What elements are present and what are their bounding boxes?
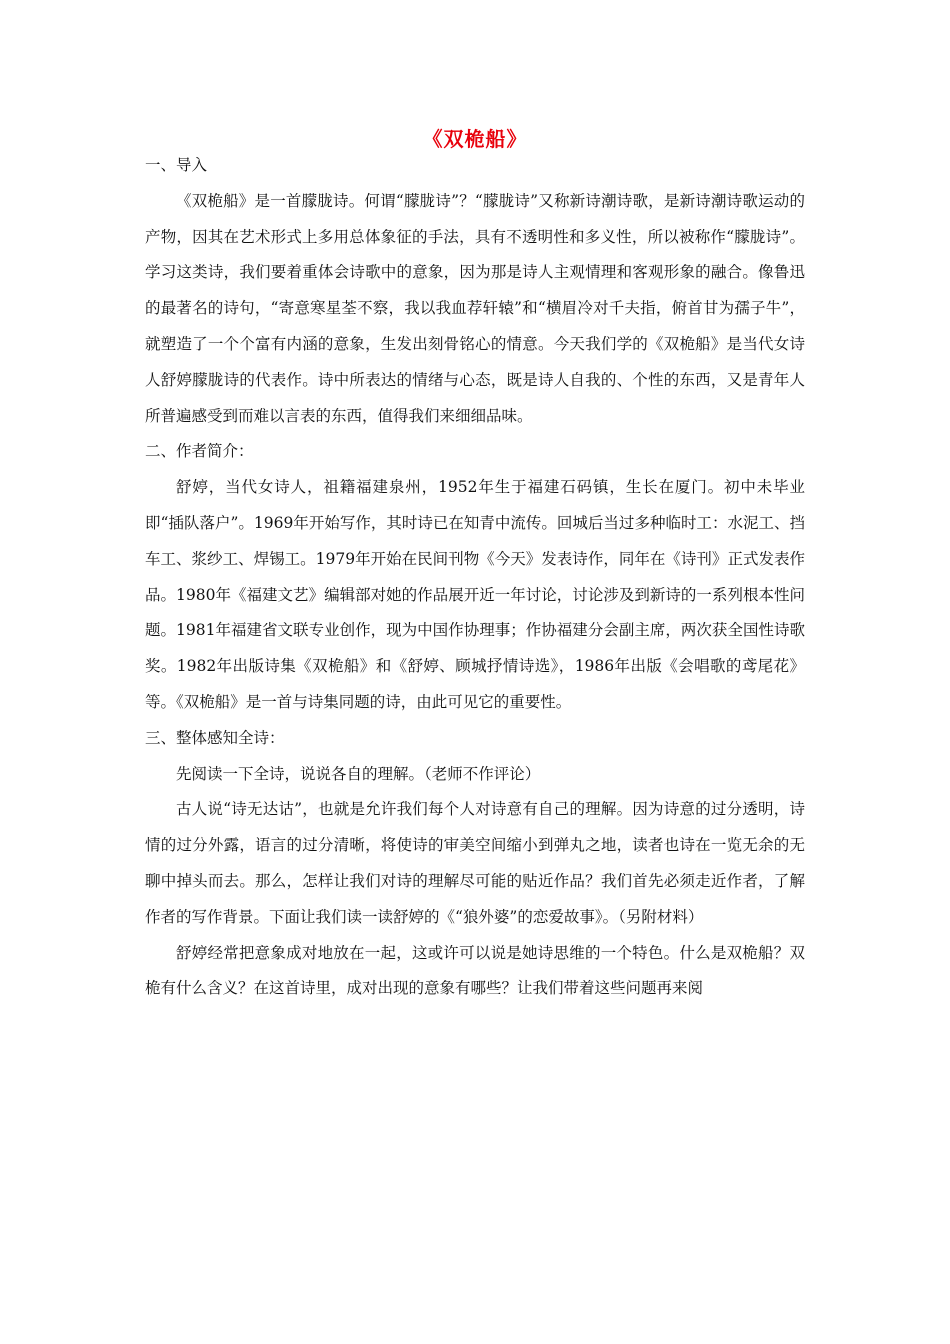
document-title: 《双桅船》 (422, 127, 528, 151)
paragraph: 古人说“诗无达诂”，也就是允许我们每个人对诗意有自己的理解。因为诗意的过分透明，诗情的过分外露，语言的过分清晰，将使诗的审美空间缩小到弹丸之地，读者也诗在一览无余的无聊中掉头而去。那么，怎样让我们对诗的理解尽可能的贴近作品？我们首先必须走近作者，了解作者的写作背景。下面让我们读一读舒婷的《“狼外婆”的恋爱故事》。（另附材料） (145, 800, 805, 926)
paragraph: 《双桅船》是一首朦胧诗。何谓“朦胧诗”？“朦胧诗”又称新诗潮诗歌，是新诗潮诗歌运动的产物，因其在艺术形式上多用总体象征的手法，具有不透明性和多义性，所以被称作“朦胧诗”。学习这类诗，我们要着重体会诗歌中的意象，因为那是诗人主观情理和客观形象的融合。像鲁迅的最著名的诗句，“寄意寒星荃不察，我以我血荐轩辕”和“横眉冷对千夫指，俯首甘为孺子牛”，就塑造了一个个富有内涵的意象，生发出刻骨铭心的情意。今天我们学的《双桅船》是当代女诗人舒婷朦胧诗的代表作。诗中所表达的情绪与心态，既是诗人自我的、个性的东西，又是青年人所普遍感受到而难以言表的东西，值得我们来细细品味。 (145, 191, 805, 425)
paragraph: 舒婷经常把意象成对地放在一起，这或许可以说是她诗思维的一个特色。什么是双桅船？双桅有什么含义？在这首诗里，成对出现的意象有哪些？让我们带着这些问题再来阅 (145, 943, 805, 998)
paragraph: 舒婷，当代女诗人，祖籍福建泉州，1952年生于福建石码镇，生长在厦门。初中未毕业即“插队落户”。1969年开始写作，其时诗已在知青中流传。回城后当过多种临时工：水泥工、挡车工、浆纱工、焊锡工。1979年开始在民间刊物《今天》发表诗作，同年在《诗刊》正式发表作品。1980年《福建文艺》编辑部对她的作品展开近一年讨论，讨论涉及到新诗的一系列根本性问题。1981年福建省文联专业创作，现为中国作协理事；作协福建分会副主席，两次获全国性诗歌奖。1982年出版诗集《双桅船》和《舒婷、顾城抒情诗选》，1986年出版《会唱歌的鸢尾花》等。《双桅船》是一首与诗集同题的诗，由此可见它的重要性。 (145, 478, 805, 711)
section-heading-author: 二、作者简介： (145, 442, 254, 461)
section-heading-overview: 三、整体感知全诗： (145, 728, 285, 747)
section-heading-intro: 一、导入 (145, 156, 208, 174)
paragraph: 先阅读一下全诗，说说各自的理解。（老师不作评论） (176, 764, 541, 783)
document-body (145, 148, 805, 1007)
